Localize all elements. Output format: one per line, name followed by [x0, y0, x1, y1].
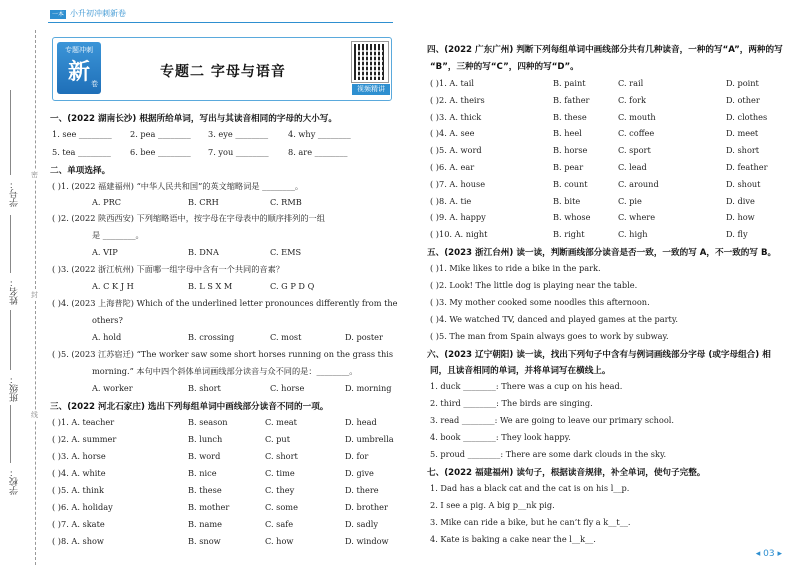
- table-cell: C. coffee: [618, 128, 655, 139]
- table-cell: C. they: [265, 485, 295, 495]
- table-cell: B. right: [553, 229, 585, 240]
- list-item: ( )5. The man from Spain always goes to work by subway.: [430, 331, 669, 341]
- table-cell: B. these: [553, 111, 587, 122]
- table-cell: C. put: [265, 434, 290, 444]
- section-6-title-cont: 同，且读音相同的单词，并将单词写在横线上。: [430, 366, 611, 376]
- question-text: ( )4. (2023 上海普陀) Which of the underlined letter pronounces differently from the: [52, 298, 398, 308]
- table-cell: C. rail: [618, 78, 644, 88]
- section-6-title: 六、(2023 辽宁朝阳) 读一读，找出下列句子中含有与例词画线部分字母 (或字母组合) 相: [427, 350, 771, 360]
- table-cell: C. where: [618, 212, 656, 223]
- table-cell: ( )8. A. show: [52, 536, 104, 546]
- badge-logo: [57, 42, 101, 94]
- seal-char: 密: [31, 171, 38, 179]
- table-cell: B. nice: [188, 468, 217, 478]
- badge-main-text: 新: [67, 60, 90, 85]
- option: C. horse: [270, 383, 305, 393]
- section-3-title: 三、(2022 河北石家庄) 选出下列每组单词中画线部分读音不同的一项。: [50, 402, 329, 412]
- table-cell: B. snow: [188, 536, 221, 546]
- table-cell: ( )7. A. house: [430, 178, 486, 189]
- table-cell: C. mouth: [618, 111, 656, 122]
- table-cell: D. umbrella: [345, 434, 394, 444]
- option: D. poster: [345, 332, 383, 342]
- list-item: 2. I see a pig. A big p__nk pig.: [430, 500, 555, 510]
- table-cell: B. these: [188, 485, 222, 495]
- badge-small-text: 卷: [91, 80, 98, 88]
- list-item: 1. duck ________: There was a cup on his head.: [430, 381, 623, 391]
- table-cell: B. father: [553, 94, 590, 105]
- list-item: 2. third ________: The birds are singing.: [430, 398, 593, 408]
- table-cell: D. shout: [726, 178, 761, 189]
- table-cell: D. how: [726, 212, 755, 223]
- option: B. crossing: [188, 332, 235, 342]
- table-cell: ( )1. A. teacher: [52, 417, 115, 427]
- series-title: 小升初冲刺新卷: [70, 9, 126, 18]
- list-item: 6. bee ________: [130, 147, 191, 157]
- name-label: 姓名：: [10, 278, 20, 305]
- section-1-title: 一、(2022 湖南长沙) 根据所给单词，写出与其读音相同的字母的大小写。: [50, 114, 337, 124]
- name-line: [10, 215, 11, 273]
- table-cell: ( )6. A. ear: [430, 162, 475, 172]
- table-cell: D. sadly: [345, 519, 379, 529]
- question-text: others?: [92, 315, 123, 325]
- table-cell: B. season: [188, 417, 228, 427]
- badge-top-text: 专题冲刺: [65, 46, 93, 54]
- table-cell: ( )2. A. summer: [52, 434, 117, 444]
- table-cell: D. dive: [726, 195, 755, 206]
- table-cell: B. heel: [553, 128, 582, 139]
- class-line: [10, 310, 11, 370]
- option: C. EMS: [270, 247, 302, 257]
- table-cell: ( )4. A. white: [52, 468, 106, 478]
- option: B. L S X M: [188, 281, 233, 291]
- brand-tag: 一本: [51, 11, 64, 18]
- section-7-title: 七、(2022 福建福州) 读句子，根据读音规律，补全单词，使句子完整。: [427, 468, 706, 478]
- table-cell: D. there: [345, 485, 379, 495]
- table-cell: C. sport: [618, 145, 651, 156]
- table-cell: ( )5. A. think: [52, 485, 104, 495]
- table-cell: D. window: [345, 536, 389, 546]
- list-item: 4. why ________: [288, 129, 351, 139]
- class-label: 班级：: [10, 375, 20, 402]
- section-2-title: 二、单项选择。: [50, 166, 111, 176]
- table-cell: ( )1. A. tail: [430, 78, 474, 88]
- table-cell: ( )4. A. see: [430, 128, 475, 139]
- list-item: 4. Kate is baking a cake near the l__k__.: [430, 534, 596, 544]
- table-cell: C. how: [265, 536, 294, 546]
- option: B. CRH: [188, 197, 219, 207]
- question-text: ( )2. (2022 陕西西安) 下列缩略语中，按字母在字母表中的顺序排列的一组: [52, 213, 325, 223]
- table-cell: ( )3. A. thick: [430, 111, 482, 122]
- table-cell: B. pear: [553, 162, 584, 172]
- option: B. short: [188, 383, 221, 393]
- option: B. DNA: [188, 247, 219, 257]
- student-no-label: 学号：: [10, 180, 20, 207]
- list-item: 3. eye ________: [208, 129, 269, 139]
- student-no-line: [10, 90, 11, 175]
- header-divider: [48, 22, 393, 23]
- table-cell: C. some: [265, 502, 298, 512]
- table-cell: B. count: [553, 178, 588, 189]
- list-item: 3. read ________: We are going to leave our primary school.: [430, 415, 675, 425]
- table-cell: ( )7. A. skate: [52, 519, 105, 529]
- list-item: 1. Dad has a black cat and the cat is on his l__p.: [430, 483, 630, 493]
- list-item: ( )4. We watched TV, danced and played games at the party.: [430, 314, 678, 324]
- option: A. worker: [92, 383, 133, 393]
- table-cell: D. for: [345, 451, 369, 461]
- table-cell: D. clothes: [726, 111, 768, 122]
- table-cell: B. lunch: [188, 434, 223, 444]
- table-cell: C. high: [618, 229, 648, 240]
- table-cell: B. name: [188, 519, 222, 529]
- table-cell: ( )8. A. tie: [430, 195, 472, 206]
- option: A. C K J H: [92, 281, 134, 291]
- school-line: [10, 405, 11, 463]
- table-cell: D. head: [345, 417, 377, 427]
- list-item: 1. see ________: [52, 129, 112, 139]
- option: C. RMB: [270, 197, 302, 207]
- list-item: ( )2. Look! The little dog is playing near the table.: [430, 280, 638, 290]
- table-cell: D. fly: [726, 229, 748, 240]
- table-cell: ( )2. A. theirs: [430, 94, 485, 105]
- table-cell: C. safe: [265, 519, 294, 529]
- list-item: 5. tea ________: [52, 147, 111, 157]
- table-cell: B. word: [188, 451, 221, 461]
- question-text: 是 ________。: [92, 230, 144, 240]
- qr-code-icon[interactable]: [352, 42, 388, 82]
- table-cell: C. fork: [618, 94, 647, 105]
- table-cell: D. short: [726, 145, 760, 156]
- list-item: 8. are ________: [288, 147, 348, 157]
- table-cell: C. time: [265, 468, 295, 478]
- table-cell: C. around: [618, 178, 659, 189]
- seal-char: 封: [31, 291, 38, 299]
- section-5-title: 五、(2023 浙江台州) 读一读，判断画线部分读音是否一致，一致的写 A，不一致的写 B。: [427, 248, 777, 258]
- page-number: ◂ 03 ▸: [755, 549, 782, 559]
- option: A. hold: [92, 332, 122, 342]
- section-4-title: 四、(2022 广东广州) 判断下列每组单词中画线部分共有几种读音，一种的写“A”，两种的写: [427, 45, 783, 55]
- question-text: ( )1. (2022 福建福州) “中华人民共和国”的英文缩略词是 ________。: [52, 181, 304, 191]
- table-cell: B. paint: [553, 78, 586, 88]
- option: A. PRC: [92, 197, 122, 207]
- table-cell: B. bite: [553, 195, 581, 206]
- list-item: 4. book ________: They look happy.: [430, 432, 571, 442]
- question-text: ( )3. (2022 浙江杭州) 下面哪一组字母中含有一个共同的音素？: [52, 264, 284, 274]
- list-item: 3. Mike can ride a bike, but he can’t fly a k__t__.: [430, 517, 631, 527]
- option: A. VIP: [92, 247, 118, 257]
- table-cell: C. short: [265, 451, 298, 461]
- table-cell: B. mother: [188, 502, 230, 512]
- option: C. G P D Q: [270, 281, 315, 291]
- table-cell: C. meat: [265, 417, 297, 427]
- table-cell: B. horse: [553, 145, 588, 156]
- table-cell: D. brother: [345, 502, 388, 512]
- option: D. morning: [345, 383, 392, 393]
- table-cell: ( )9. A. happy: [430, 212, 486, 223]
- table-cell: D. give: [345, 468, 374, 478]
- table-cell: B. whose: [553, 212, 591, 223]
- table-cell: ( )3. A. horse: [52, 451, 106, 461]
- table-cell: ( )6. A. holiday: [52, 502, 113, 512]
- topic-title: 专题二 字母与语音: [160, 64, 286, 80]
- option: C. most: [270, 332, 302, 342]
- table-cell: C. pie: [618, 195, 642, 206]
- qr-label: 视频精讲: [352, 84, 390, 95]
- section-4-title-cont: “B”，三种的写“C”，四种的写“D”。: [430, 62, 579, 72]
- table-cell: D. meet: [726, 128, 759, 139]
- table-cell: ( )5. A. word: [430, 145, 482, 156]
- list-item: 2. pea ________: [130, 129, 191, 139]
- school-label: 学校：: [10, 468, 20, 495]
- list-item: 7. you ________: [208, 147, 269, 157]
- table-cell: ( )10. A. night: [430, 229, 488, 240]
- table-cell: D. feather: [726, 162, 768, 172]
- question-text: ( )5. (2023 江苏宿迁) “The worker saw some short horses running on the grass this: [52, 349, 394, 359]
- list-item: ( )1. Mike likes to ride a bike in the park.: [430, 263, 601, 273]
- table-cell: D. other: [726, 94, 760, 105]
- table-cell: D. point: [726, 78, 759, 88]
- list-item: 5. proud ________: There are some dark clouds in the sky.: [430, 449, 667, 459]
- seal-char: 线: [31, 411, 38, 419]
- list-item: ( )3. My mother cooked some noodles this afternoon.: [430, 297, 650, 307]
- question-text: morning.” 本句中四个斜体单词画线部分读音与众不同的是：________。: [92, 366, 358, 376]
- table-cell: C. lead: [618, 162, 647, 172]
